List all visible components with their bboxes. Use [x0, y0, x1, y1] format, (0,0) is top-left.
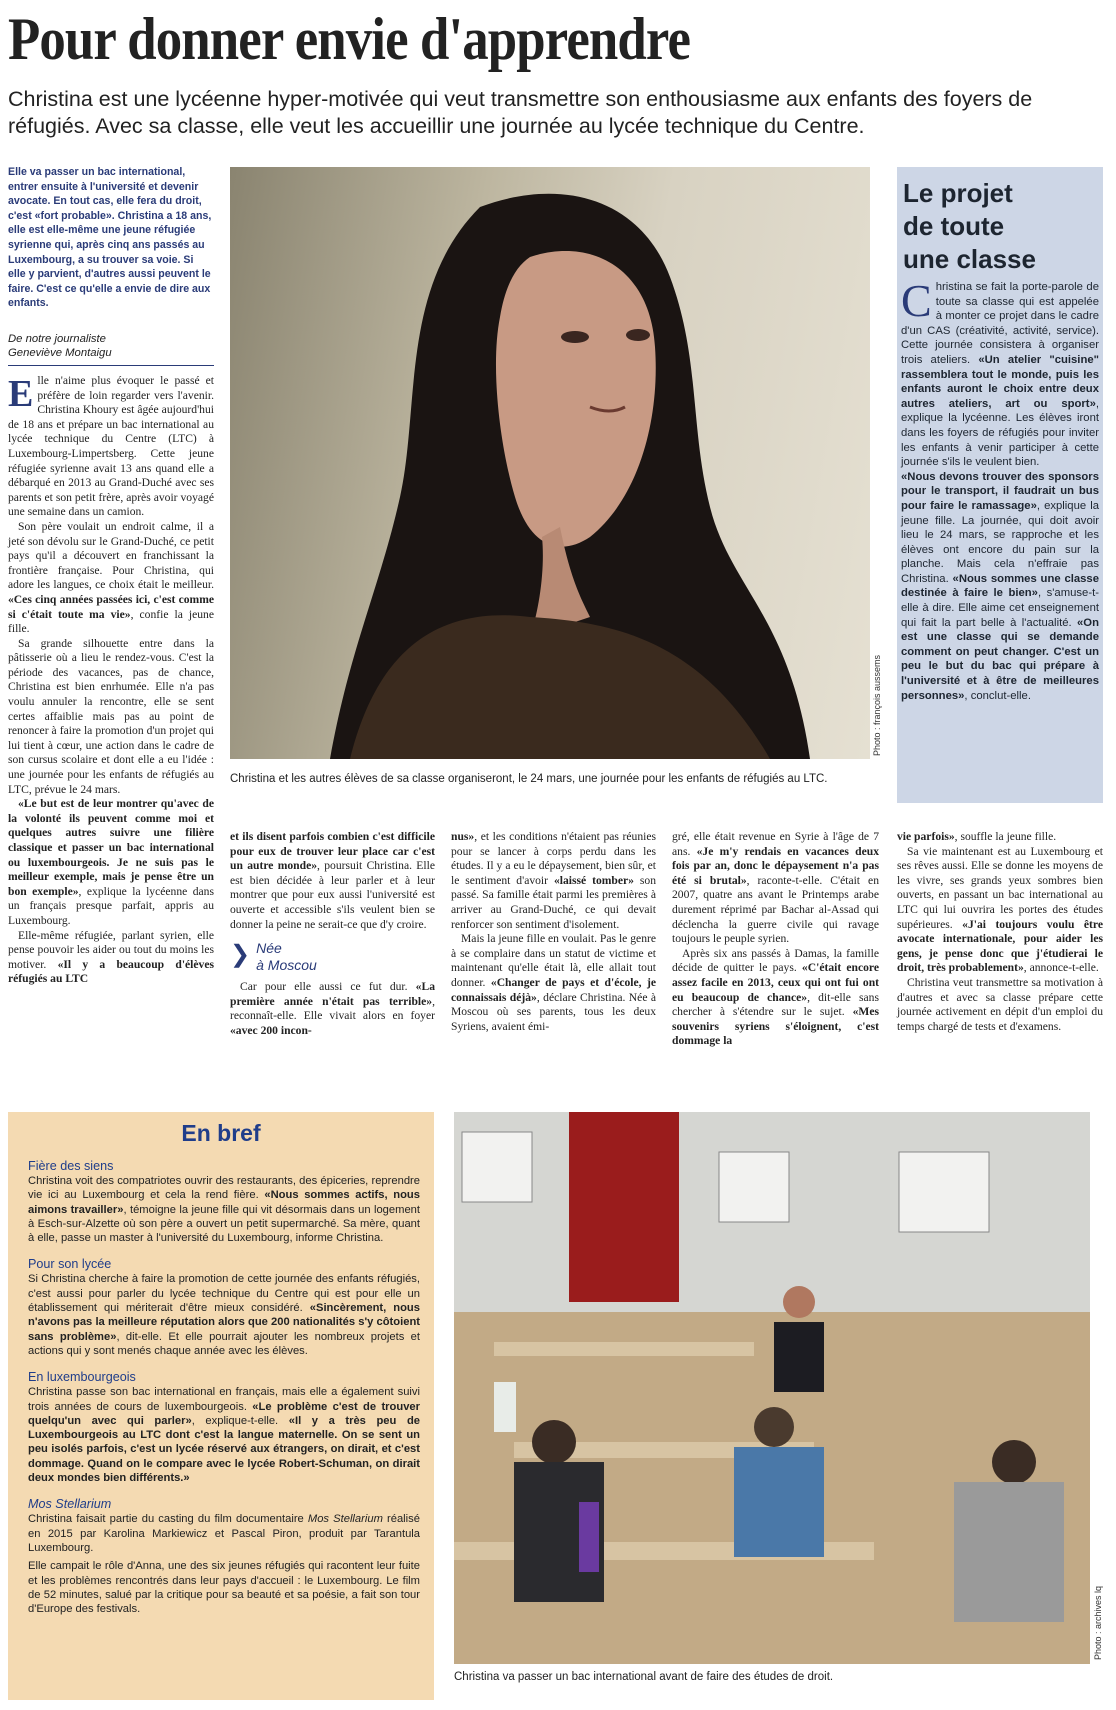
quote: nus»	[451, 830, 475, 843]
paragraph: , et les conditions n'étaient pas réunies pour se lancer à corps perdu dans les études. Il y a eu le dépaysement, bien sûr, et le sentiment d'avoir	[451, 830, 656, 887]
byline-label: De notre journaliste	[8, 333, 106, 345]
quote: «On est une classe qui se demande comment on peut changer. C'est un peu le but du bac qui prépare à l'université et à être de meilleures personnes»	[901, 616, 1099, 702]
paragraph-tail: , conclut-elle.	[964, 689, 1031, 702]
quote: «C'était encore assez facile en 2013, ceux qui ont fui ont eu beaucoup de chance»	[672, 961, 880, 1004]
paragraph: Car pour elle aussi ce fut dur.	[240, 980, 416, 994]
en-bref-title: En bref	[181, 1120, 261, 1146]
headline: Pour donner envie d'apprendre	[8, 6, 691, 72]
paragraph: Sa vie maintenant est au Luxembourg et ses rêves aussi. Elle se donne les moyens de les vivre, ses grands yeux sombres bien ouverts, en passant un bac international au LTC qui lui ouvrira les portes des études supérieures.	[897, 844, 1103, 931]
paragraph: Son père voulait un endroit calme, il a jeté son dévolu sur le Grand-Duché, ce petit pays qu'il a découvert en franchissant la frontière française. Pour Christina, qui adore les langues, ce choix était le meilleur.	[8, 519, 214, 592]
sidebar-title-line: Le projet	[903, 178, 1013, 208]
quote: «J'ai toujours voulu être avocate internationale, pour aider les gens, je pense donc que j'étudierai le droit, très probablement»	[897, 917, 1104, 975]
paragraph-tail: , déclare Christina. Née à Moscou où ses parents, tous les deux Syriens, avaient émi-	[451, 990, 657, 1033]
en-bref-paragraph: Elle campait le rôle d'Anna, une des six jeunes réfugiés qui racontent leur fuite et les problèmes rencontrés dans leur pays d'accueil : le Luxembourg. Le film de 52 minutes, salué par la critique pour sa beauté et sa poésie, a fait son tour d'Europe des festivals.	[28, 1560, 420, 1616]
sidebar-body	[897, 276, 1103, 703]
paragraph: Après six ans passés à Damas, la famille décide de quitter le pays.	[672, 946, 879, 975]
quote: «Ces cinq années passées ici, c'est comme si c'était toute ma vie»	[8, 592, 214, 621]
text: , témoigne la jeune fille qui vit désormais dans un logement à Esch-sur-Alzette où son père a ouvert un petit supermarché. Sa mère, quant à elle, passe un master à l'université du Luxembourg, informe Christina.	[28, 1203, 420, 1245]
photo-caption: Christina et les autres élèves de sa classe organiseront, le 24 mars, une journée pour les enfants de réfugiés au LTC.	[230, 773, 828, 785]
paragraph-tail: , explique la lycéenne dans un français presque parfait, appris au Luxembourg.	[8, 884, 214, 927]
lead-paragraph: Elle va passer un bac international, entrer ensuite à l'université et devenir avocate. En tout cas, elle fera du droit, c'est «fort probable». Christina a 18 ans, elle est elle-même une jeune réfugiée syrienne qui, après cinq ans passés au Luxembourg, a su trouver sa voie. Si elle y parvient, d'autres aussi peuvent le faire. C'est ce qu'elle a envie de dire aux enfants.	[8, 166, 212, 310]
quote: «Le problème c'est de trouver quelqu'un avec qui parler»	[28, 1400, 420, 1427]
article-column-1	[8, 374, 214, 987]
quote: «Sincèrement, nous n'avons pas la meilleure réputation alors que 200 nationalités s'y côtoient sans problème»	[28, 1302, 420, 1343]
en-bref-heading: Mos Stellarium	[28, 1497, 112, 1512]
chevron-right-icon: ❯	[230, 941, 251, 969]
quote: «Mes souvenirs syriens s'éloignent, c'est dommage la	[672, 1005, 879, 1048]
paragraph: Sa grande silhouette entre dans la pâtisserie où a lieu le rendez-vous. C'est la période des vacances, pas de chance, Christina est bien enrhumée. Elle n'a pas voulu annuler la rencontre, elle se sent certes affaiblie mais pas au point de renoncer à faire la promotion d'un projet qui lui tient à cœur, une action dans le cadre de son cursus scolaire et dont elle a eu l'idée : une journée pour les enfants de réfugiés au LTC, prévue le 24 mars.	[8, 636, 214, 796]
paragraph: Elle-même réfugiée, parlant syrien, elle pense pouvoir les aider ou tout du moins les motiver.	[8, 928, 214, 971]
photo-credit: Photo : archives lq	[1093, 1585, 1103, 1660]
quote: «Nous devons trouver des sponsors pour le transport, il faudrait un bus pour faire le ramassage»	[901, 470, 1099, 512]
paragraph: gré, elle était revenue en Syrie à l'âge de 7 ans.	[672, 830, 879, 858]
byline	[8, 332, 214, 366]
film-title: Mos Stellarium	[307, 1513, 383, 1526]
sidebar-box	[897, 167, 1103, 803]
sidebar-title-line: de toute	[903, 211, 1005, 241]
article-column-3	[451, 830, 656, 1034]
text: Christina faisait partie du casting du film documentaire	[28, 1513, 308, 1526]
classroom-illustration	[454, 1112, 1090, 1664]
en-bref-heading: En luxembourgeois	[28, 1370, 136, 1385]
en-bref-paragraph	[8, 1174, 434, 1245]
sidebar-title	[897, 167, 1103, 276]
portrait-illustration	[230, 167, 870, 759]
paragraph-tail: , annonce-t-elle.	[1023, 961, 1099, 975]
quote: «Il y a beaucoup d'élèves réfugiés au LTC	[8, 957, 215, 986]
paragraph-tail: , raconte-t-elle. C'était en 2007, quatre ans avant le Printemps arabe durement réprimé par Bachar al-Assad qui déclencha la guerre civile qui ravage toujours le peuple syrien.	[672, 873, 879, 946]
quote: «Il y a très peu de Luxembourgeois au LTC dont c'est la langue maternelle. On se sent un peu isolés parfois, c'est un lycée réservé aux étrangers, on dirait, et c'est dommage. Quand on le compare avec le lycée Robert-Schuman, on dirait deux mondes bien différents.»	[28, 1414, 420, 1485]
quote: «Nous sommes une classe destinée à faire le bien»	[901, 572, 1100, 600]
text: , explique-t-elle.	[191, 1414, 289, 1427]
quote: «La première année n'était pas terrible»	[230, 980, 435, 1008]
paragraph-tail: , souffle la jeune fille.	[954, 830, 1057, 843]
paragraph-tail: , confie la jeune fille.	[8, 607, 214, 636]
article-column-5	[897, 830, 1103, 1034]
en-bref-heading: Pour son lycée	[28, 1257, 112, 1272]
paragraph: , s'amuse-t-elle à dire. Elle aime cet enseignement qui fait la part belle à l'actualité.	[901, 587, 1099, 629]
quote: «Le but est de leur montrer qu'avec de la volonté ils peuvent comme moi et quelques autres suivre une filière classique et passer un bac international ou luxembourgeois. Je ne suis pas le meilleur exemple, mais je pense être un bon exemple»	[8, 797, 214, 898]
byline-author: Geneviève Montaigu	[8, 347, 112, 360]
photo-credit: Photo : françois aussems	[872, 654, 882, 756]
paragraph: , explique la jeune fille. La journée, qui doit avoir lieu le 24 mars, se rapproche et les élèves ont encore du pain sur la planche. Mais cela n'effraie pas Christina.	[901, 499, 1099, 585]
en-bref-paragraph	[8, 1512, 434, 1555]
en-bref-paragraph	[8, 1385, 434, 1485]
subhead-line-2: à Moscou	[256, 957, 317, 974]
quote: «Changer de pays et d'école, je connaissais déjà»	[451, 975, 656, 1004]
deck: Christina est une lycéenne hyper-motivée qui veut transmettre son enthousiasme aux enfants des foyers de réfugiés. Avec sa classe, elle veut les accueillir une journée au lycée technique du Centre.	[8, 87, 1033, 138]
paragraph: Christina veut transmettre sa motivation à d'autres et avec sa classe prépare cette journée activement en dépit d'un emploi du temps chargé de tests et d'examens.	[897, 975, 1103, 1033]
article-column-4	[672, 830, 879, 1049]
photo-caption: Christina va passer un bac international avant de faire des études de droit.	[454, 1671, 834, 1683]
quote: «Un atelier "cuisine" rassemblera tout le monde, puis les enfants auront le choix entre deux autres ateliers, art ou sport»	[901, 353, 1099, 410]
dropcap: E	[8, 373, 34, 415]
classroom-photo	[454, 1112, 1090, 1664]
paragraph-tail: , poursuit Christina. Elle est bien décidée à leur parler et à leur montrer que pour eux aussi l'université est ouverte et accessible s'ils veulent bien se donner la peine ne serait-ce que d'y croire.	[230, 859, 435, 931]
quote: et ils disent parfois combien c'est difficile pour eux de trouver leur place car c'est un autre monde»	[230, 830, 435, 873]
paragraph: hristina se fait la porte-parole de toute sa classe qui est appelée à monter ce projet dans le cadre d'un CAS (créativité, activité, service). Cette journée consistera à organiser trois ateliers.	[901, 281, 1099, 366]
quote: vie parfois»	[897, 830, 955, 843]
en-bref-box	[8, 1112, 434, 1700]
quote: «Nous sommes actifs, nous aimons travailler»	[28, 1189, 420, 1216]
paragraph-tail: son passé. Sa famille était parmi les premières à arriver au Grand-Duché, ce qui devait renforcer son sentiment d'isolement.	[451, 873, 656, 931]
paragraph: Mais la jeune fille en voulait. Pas le genre à se complaire dans un statut de victime et maintenant qu'elle était là, elle allait tout donner.	[451, 932, 656, 989]
subhead	[230, 940, 435, 974]
paragraph-tail: , explique la lycéenne. Les élèves iront dans les foyers de réfugiés pour inviter les enfants à venir participer à cette journée s'ils le veulent bien.	[901, 397, 1099, 469]
subhead-line-1: Née	[256, 940, 282, 957]
quote: «Je m'y rendais en vacances deux fois par an, donc le dépaysement n'a pas été si brutal»	[672, 844, 879, 887]
paragraph: lle n'aime plus évoquer le passé et préfère de loin regarder vers l'avenir. Christina Khoury est âgée aujourd'hui de 18 ans et prépare un bac international au lycée technique du Centre (LTC) à Luxembourg-Limpertsberg. Cette jeune réfugiée syrienne avait 13 ans quand elle a débarqué en 2013 au Grand-Duché avec ses parents et son petit frère, après avoir voyagé une semaine dans un camion.	[8, 374, 214, 519]
quote: «laissé tomber»	[553, 873, 634, 887]
en-bref-paragraph	[8, 1272, 434, 1358]
portrait-photo	[230, 167, 870, 759]
text: , dit-elle. Et elle pourrait ajouter les nombreux projets et actions qui y sont menés chaque année avec les élèves.	[28, 1330, 421, 1357]
text: réalisé en 2015 par Karolina Markiewicz et Pascal Piron, produit par Tarantula Luxembourg.	[28, 1513, 420, 1554]
en-bref-heading: Fière des siens	[28, 1159, 114, 1173]
dropcap: C	[901, 275, 932, 326]
text: Christina voit des compatriotes ouvrir des restaurants, des épiceries, reprendre vie ici au Luxembourg et cela la rend fière.	[28, 1175, 420, 1202]
text: Si Christina cherche à faire la promotion de cette journée des enfants réfugiés, c'est aussi pour parler du lycée technique du Centre qui est pour elle un établissement qui mériterait d'être mieux considéré.	[28, 1273, 420, 1315]
paragraph-tail: , reconnaît-elle. Elle vivait alors en foyer	[230, 994, 435, 1023]
text: Christina passe son bac international en français, mais elle a également suivi trois années de cours de luxembourgeois.	[28, 1386, 420, 1413]
article-column-2	[230, 830, 435, 1039]
paragraph-tail: , dit-elle sans chercher à s'étendre sur le sujet.	[672, 990, 879, 1019]
sidebar-title-line: une classe	[903, 244, 1036, 274]
quote: «avec 200 incon-	[230, 1023, 312, 1037]
